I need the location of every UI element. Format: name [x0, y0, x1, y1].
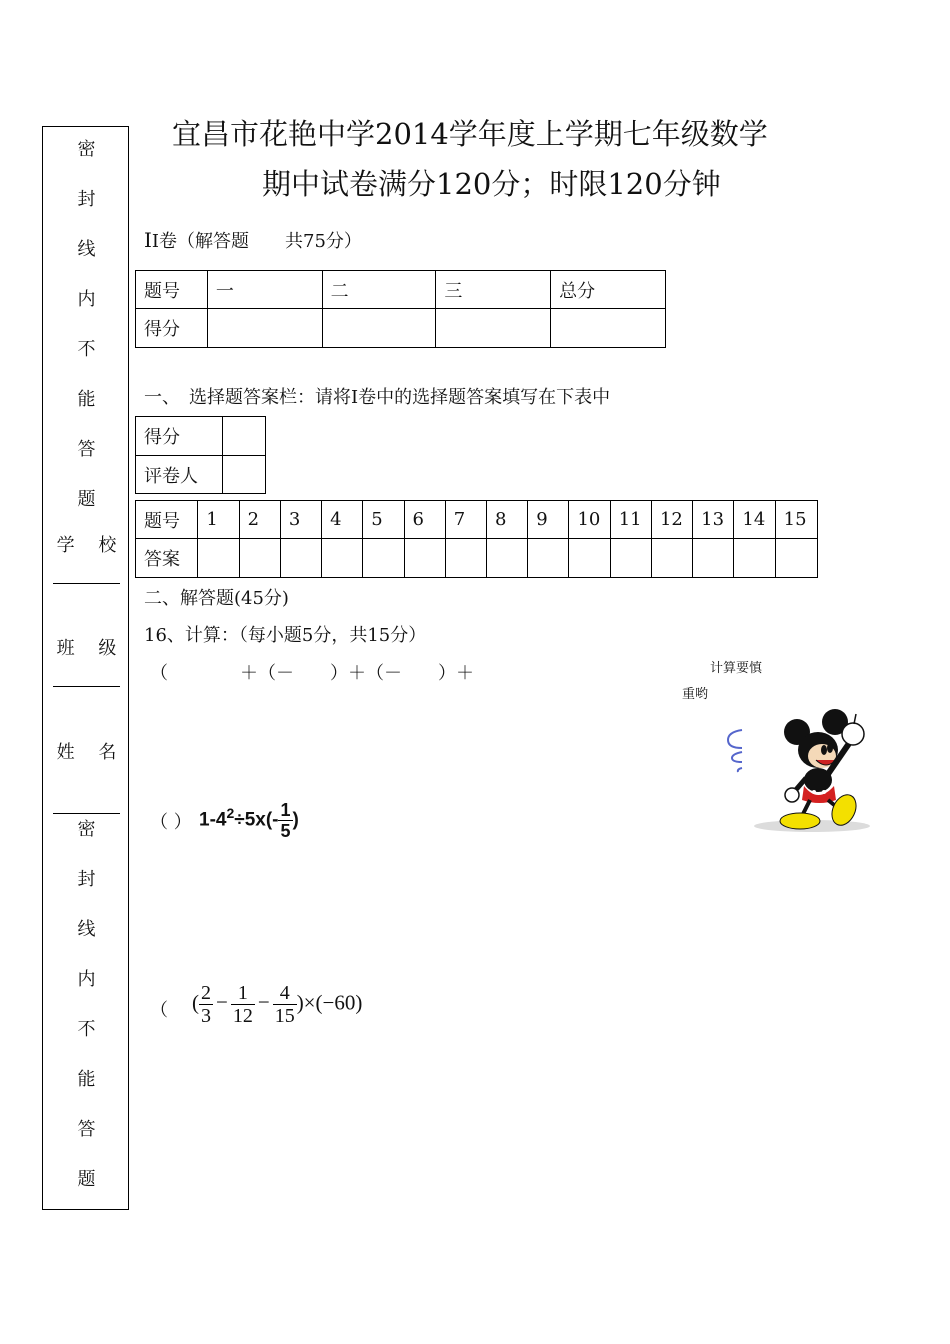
- mascot-illustration: [720, 708, 875, 836]
- expr-fraction: [231, 982, 255, 1027]
- answer-cell[interactable]: [239, 539, 280, 578]
- expr-fraction: [199, 982, 213, 1027]
- expr-part: 1-4: [199, 809, 227, 831]
- seal-char: 题: [77, 1169, 96, 1190]
- answer-number-cell: 14: [734, 501, 775, 539]
- grader-table: [135, 416, 266, 494]
- expr-part: −: [216, 990, 228, 1015]
- seal-char: 内: [77, 289, 96, 310]
- seal-char: 密: [77, 139, 96, 160]
- answer-number-cell: 7: [445, 501, 486, 539]
- answer-number-cell: 12: [651, 501, 692, 539]
- fraction-numerator: 1: [231, 982, 255, 1005]
- class-label: 班 级: [56, 638, 117, 659]
- answer-number-cell: 10: [569, 501, 610, 539]
- score-cell[interactable]: [207, 309, 322, 348]
- answer-number-cell: 11: [610, 501, 651, 539]
- seal-char: 封: [77, 869, 96, 890]
- answer-cell[interactable]: [734, 539, 775, 578]
- answer-cell[interactable]: [404, 539, 445, 578]
- seal-char: 能: [77, 389, 96, 410]
- answer-cell[interactable]: [569, 539, 610, 578]
- score-header-cell: 一: [207, 271, 322, 309]
- expr-fraction: [273, 982, 297, 1027]
- answer-cell[interactable]: [445, 539, 486, 578]
- score-table: [135, 270, 666, 348]
- answer-cell[interactable]: [610, 539, 651, 578]
- seal-char: 题: [77, 489, 96, 510]
- answer-cell[interactable]: [363, 539, 404, 578]
- score-header-cell: 三: [436, 271, 551, 309]
- expr-part: ): [292, 809, 299, 831]
- score-cell[interactable]: [551, 309, 666, 348]
- answer-cell[interactable]: [280, 539, 321, 578]
- expr-part: )×(−60): [296, 990, 363, 1015]
- answer-number-cell: 15: [775, 501, 817, 539]
- problem-3-paren: （: [150, 1000, 168, 1021]
- exam-title-line2: 期中试卷满分120分；时限120分钟: [262, 167, 721, 201]
- answer-cell[interactable]: [528, 539, 569, 578]
- note-line1: 计算要慎: [710, 661, 763, 676]
- grader-label: 评卷人: [136, 456, 223, 494]
- seal-char: 答: [77, 439, 96, 460]
- seal-char: 密: [77, 819, 96, 840]
- answer-cell[interactable]: [651, 539, 692, 578]
- problem-1: （ ＋（－ ）＋（－ ）＋: [150, 663, 474, 684]
- seal-char: 封: [77, 189, 96, 210]
- answer-number-cell: 9: [528, 501, 569, 539]
- binding-strip: [42, 126, 129, 1210]
- answer-table: [135, 500, 818, 578]
- name-label: 姓 名: [56, 742, 117, 763]
- answer-cell[interactable]: [693, 539, 734, 578]
- fraction-numerator: 1: [280, 800, 291, 820]
- answer-cell[interactable]: [198, 539, 239, 578]
- note-line2: 重哟: [682, 687, 709, 702]
- problem-2-expression: [199, 800, 299, 841]
- school-line: [53, 583, 120, 584]
- fraction-numerator: 2: [201, 982, 211, 1004]
- expr-exponent: 2: [226, 805, 235, 822]
- seal-char: 内: [77, 969, 96, 990]
- answer-number-cell: 1: [198, 501, 239, 539]
- answer-number-cell: 13: [693, 501, 734, 539]
- score-header-cell: 总分: [551, 271, 666, 309]
- fraction-numerator: 4: [273, 982, 297, 1005]
- answer-number-cell: 3: [280, 501, 321, 539]
- score-cell[interactable]: [322, 309, 436, 348]
- answer-cell[interactable]: [487, 539, 528, 578]
- score-header-cell: 题号: [136, 271, 208, 309]
- school-label: 学 校: [56, 535, 117, 556]
- answer-number-cell: 8: [487, 501, 528, 539]
- seal-char: 能: [77, 1069, 96, 1090]
- expr-fraction: [278, 800, 292, 841]
- section-one-heading: 一、 选择题答案栏：请将I卷中的选择题答案填写在下表中: [144, 387, 611, 408]
- fraction-denominator: 12: [232, 1005, 253, 1027]
- name-line: [53, 813, 120, 814]
- exam-title-line1: 宜昌市花艳中学2014学年度上学期七年级数学: [172, 117, 768, 151]
- answer-header-label: 题号: [136, 501, 198, 539]
- fraction-denominator: 3: [201, 1005, 211, 1027]
- fraction-denominator: 5: [280, 821, 291, 841]
- grader-cell[interactable]: [223, 417, 266, 456]
- answer-number-cell: 6: [404, 501, 445, 539]
- grader-cell[interactable]: [223, 456, 266, 494]
- answer-number-cell: 2: [239, 501, 280, 539]
- section-i-label: [144, 227, 362, 253]
- score-row-label: 得分: [136, 309, 208, 348]
- expr-part: (: [192, 990, 199, 1015]
- section-i-text: I卷（解答题 共75分）: [151, 231, 362, 252]
- answer-number-cell: 4: [322, 501, 363, 539]
- score-cell[interactable]: [436, 309, 551, 348]
- class-line: [53, 686, 120, 687]
- seal-char: 不: [77, 339, 96, 360]
- question-16: 16、计算：（每小题5分，共15分）: [144, 625, 427, 646]
- expr-part: −: [257, 990, 270, 1015]
- answer-cell[interactable]: [775, 539, 817, 578]
- seal-char: 不: [77, 1019, 96, 1040]
- problem-2-paren: （ ）: [150, 812, 192, 833]
- answer-row-label: 答案: [136, 539, 198, 578]
- seal-char: 线: [77, 919, 96, 940]
- seal-char: 线: [77, 239, 96, 260]
- seal-char: 答: [77, 1119, 96, 1140]
- section-i-roman: I: [144, 228, 152, 252]
- answer-cell[interactable]: [322, 539, 363, 578]
- expr-part: ÷5x(-: [234, 809, 279, 831]
- grader-label: 得分: [136, 417, 223, 456]
- answer-number-cell: 5: [363, 501, 404, 539]
- problem-3-expression: [192, 982, 362, 1027]
- score-header-cell: 二: [322, 271, 436, 309]
- fraction-denominator: 15: [274, 1005, 295, 1027]
- section-two-heading: 二、解答题(45分): [144, 588, 289, 609]
